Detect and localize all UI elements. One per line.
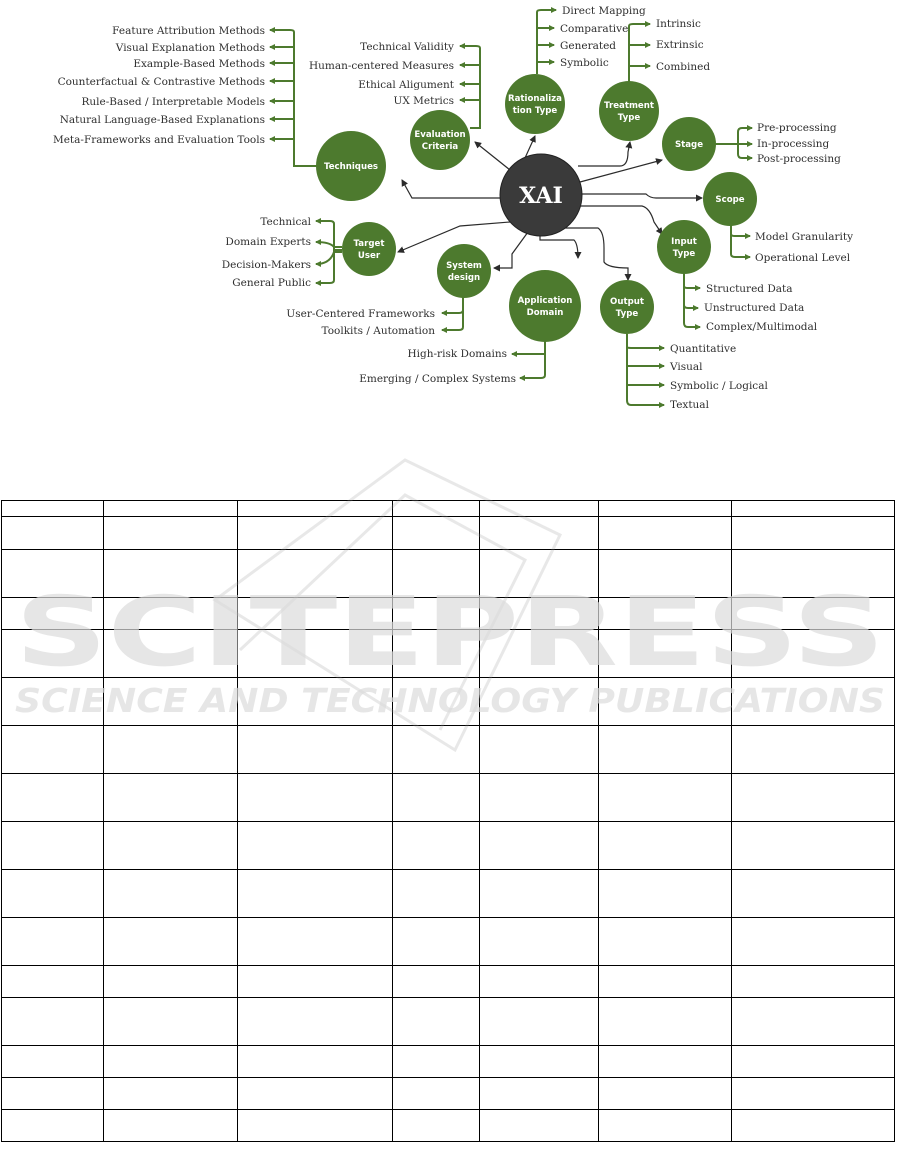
stage-item-1: Pre-processing bbox=[757, 122, 837, 134]
scope-label: Scope bbox=[715, 195, 745, 205]
rationalization-item-2: Comparative bbox=[560, 23, 629, 35]
hub-label: XAI bbox=[519, 183, 563, 209]
treatment-item-3: Combined bbox=[656, 61, 711, 73]
scope-item-2: Operational Level bbox=[755, 252, 851, 264]
output-type-label-line2: Type bbox=[615, 309, 639, 319]
target-user-label-line2: User bbox=[357, 251, 381, 261]
treatment-type-label-line1: Treatment bbox=[604, 101, 654, 111]
scope-item-1: Model Granularity bbox=[755, 231, 854, 243]
technique-item-5: Rule-Based / Interpretable Models bbox=[81, 96, 265, 108]
techniques-label: Techniques bbox=[323, 162, 379, 172]
input-item-1: Structured Data bbox=[706, 283, 793, 295]
stage-item-3: Post-processing bbox=[757, 153, 841, 165]
rationalization-item-4: Symbolic bbox=[560, 57, 609, 69]
technique-item-6: Natural Language-Based Explanations bbox=[59, 114, 265, 126]
system-design-label-line2: design bbox=[447, 273, 481, 283]
technique-item-1: Feature Attribution Methods bbox=[112, 25, 265, 37]
target-user-item-1: Technical bbox=[260, 216, 311, 228]
application-item-2: Emerging / Complex Systems bbox=[359, 373, 516, 385]
input-type-label-line1: Input bbox=[671, 237, 697, 247]
system-design-item-1: User-Centered Frameworks bbox=[286, 308, 435, 320]
evaluation-item-1: Technical Validity bbox=[360, 41, 454, 53]
watermark-title: SCITEPRESS bbox=[15, 576, 886, 688]
system-design-item-2: Toolkits / Automation bbox=[321, 325, 435, 337]
application-domain-label-line2: Domain bbox=[526, 308, 564, 318]
rationalization-type-label-line2: tion Type bbox=[512, 106, 558, 116]
treatment-item-1: Intrinsic bbox=[656, 18, 701, 30]
input-item-3: Complex/Multimodal bbox=[706, 321, 818, 333]
application-domain-label-line1: Application bbox=[517, 296, 573, 306]
evaluation-criteria-label-line1: Evaluation bbox=[414, 130, 466, 140]
treatment-item-2: Extrinsic bbox=[656, 39, 704, 51]
application-item-1: High-risk Domains bbox=[407, 348, 507, 360]
stage-label: Stage bbox=[674, 140, 704, 150]
evaluation-item-2: Human-centered Measures bbox=[308, 60, 454, 72]
target-user-item-3: Decision-Makers bbox=[221, 259, 311, 271]
target-user-label-line1: Target bbox=[353, 239, 385, 249]
stage-item-2: In-processing bbox=[757, 138, 830, 150]
evaluation-item-3: Ethical Aligument bbox=[358, 79, 454, 91]
output-item-1: Quantitative bbox=[670, 343, 737, 355]
system-design-label-line1: System bbox=[446, 261, 482, 271]
input-item-2: Unstructured Data bbox=[704, 302, 805, 314]
output-item-4: Textual bbox=[670, 399, 709, 411]
technique-item-7: Meta-Frameworks and Evaluation Tools bbox=[52, 134, 265, 146]
rationalization-type-label-line1: Rationaliza bbox=[508, 94, 562, 104]
rationalization-item-1: Direct Mapping bbox=[562, 5, 646, 17]
evaluation-item-4: UX Metrics bbox=[393, 95, 454, 107]
target-user-item-4: General Public bbox=[232, 277, 311, 289]
technique-item-3: Example-Based Methods bbox=[133, 58, 265, 70]
technique-item-2: Visual Explanation Methods bbox=[115, 42, 265, 54]
rationalization-item-3: Generated bbox=[560, 40, 617, 52]
output-item-3: Symbolic / Logical bbox=[670, 380, 768, 392]
evaluation-criteria-label-line2: Criteria bbox=[421, 142, 459, 152]
watermark-subtitle: SCIENCE AND TECHNOLOGY PUBLICATIONS bbox=[15, 681, 885, 720]
technique-item-4: Counterfactual & Contrastive Methods bbox=[57, 76, 265, 88]
target-user-item-2: Domain Experts bbox=[225, 236, 311, 248]
treatment-type-label-line2: Type bbox=[617, 113, 641, 123]
input-type-label-line2: Type bbox=[672, 249, 696, 259]
output-type-label-line1: Output bbox=[610, 297, 644, 307]
output-item-2: Visual bbox=[670, 361, 703, 373]
